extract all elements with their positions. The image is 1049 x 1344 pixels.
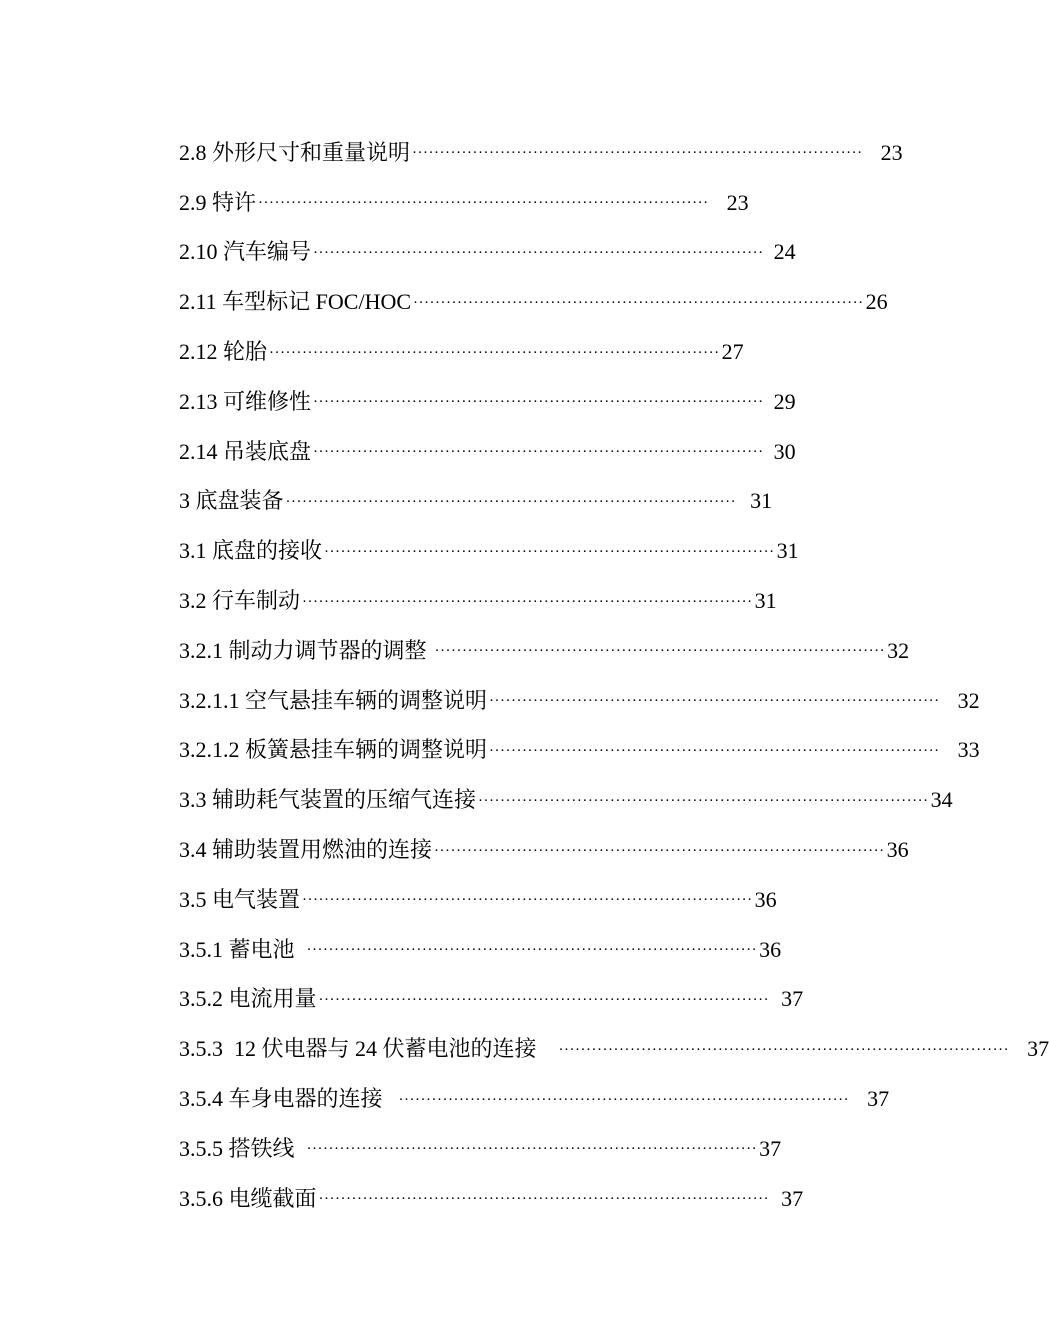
toc-entry[interactable] (179, 1124, 782, 1174)
toc-leader-dots: ·················································································· (489, 693, 940, 710)
toc-entry-page: 36 (754, 886, 777, 912)
toc-leader-dots: ·················································································· (324, 543, 775, 560)
toc-leader-dots: ·················································································· (412, 145, 863, 162)
toc-leader-dots: ·················································································· (398, 1091, 850, 1108)
toc-entry-page: 31 (776, 538, 799, 564)
toc-leader-dots: ·················································································· (313, 394, 764, 411)
toc-entry-page: 26 (865, 289, 888, 315)
toc-leader-dots: ·················································································· (285, 493, 737, 510)
toc-entry-page: 23 (880, 139, 903, 165)
toc-entry-label: 3.5.2 电流用量 (179, 986, 317, 1012)
toc-entry-label: 2.10 汽车编号 (179, 239, 312, 265)
table-of-contents (179, 128, 1049, 1224)
toc-entry-page: 32 (887, 637, 910, 663)
toc-entry-label: 3.2.1.1 空气悬挂车辆的调整说明 (179, 687, 488, 713)
toc-entry-page: 27 (721, 339, 744, 365)
toc-entry[interactable] (179, 377, 796, 427)
toc-entry-page: 37 (781, 986, 804, 1012)
toc-entry-label: 3.2.1.2 板簧悬挂车辆的调整说明 (179, 737, 488, 763)
toc-entry-label: 2.13 可维修性 (179, 388, 312, 414)
toc-entry[interactable] (179, 925, 782, 975)
toc-entry-page: 36 (886, 837, 909, 863)
toc-entry-page: 30 (773, 438, 796, 464)
toc-leader-dots: ·················································································· (318, 1191, 770, 1208)
toc-entry-label: 3.5.3 12 伏电器与 24 伏蓄电池的连接 (179, 1036, 537, 1062)
toc-entry-label: 3.3 辅助耗气装置的压缩气连接 (179, 787, 477, 813)
toc-entry[interactable] (179, 277, 888, 327)
toc-entry-label: 3.5 电气装置 (179, 886, 301, 912)
toc-leader-dots: ·················································································· (302, 593, 753, 610)
toc-entry[interactable] (179, 178, 749, 228)
toc-entry[interactable] (179, 327, 744, 377)
toc-entry-label: 3.2.1 制动力调节器的调整 (179, 637, 427, 663)
toc-entry-page: 24 (773, 239, 796, 265)
toc-entry[interactable] (179, 1174, 804, 1224)
toc-entry-page: 34 (930, 787, 953, 813)
toc-entry-label: 3.1 底盘的接收 (179, 538, 323, 564)
toc-entry-label: 3.5.4 车身电器的连接 (179, 1086, 383, 1112)
toc-entry-page: 37 (867, 1086, 890, 1112)
toc-entry-page: 37 (1027, 1036, 1049, 1062)
toc-entry-page: 32 (957, 687, 980, 713)
toc-entry[interactable] (179, 775, 953, 825)
toc-entry[interactable] (179, 626, 910, 676)
toc-entry[interactable] (179, 875, 777, 925)
toc-entry-page: 31 (754, 588, 777, 614)
toc-leader-dots: ·················································································· (258, 195, 709, 212)
toc-entry[interactable] (179, 825, 909, 875)
toc-entry-label: 3 底盘装备 (179, 488, 284, 514)
toc-entry[interactable] (179, 477, 773, 527)
toc-entry-label: 3.5.1 蓄电池 (179, 936, 295, 962)
toc-entry-page: 36 (759, 936, 782, 962)
toc-entry[interactable] (179, 228, 796, 278)
toc-leader-dots: ·················································································· (434, 842, 885, 859)
toc-entry[interactable] (179, 526, 799, 576)
toc-entry-page: 33 (957, 737, 980, 763)
toc-entry-label: 3.4 辅助装置用燃油的连接 (179, 837, 433, 863)
toc-entry-page: 29 (773, 388, 796, 414)
toc-leader-dots: ·················································································· (318, 991, 770, 1008)
toc-leader-dots: ·················································································· (558, 1041, 1010, 1058)
toc-leader-dots: ·················································································· (313, 444, 764, 461)
toc-entry-label: 3.5.6 电缆截面 (179, 1185, 317, 1211)
toc-entry[interactable] (179, 676, 980, 726)
toc-entry-label: 2.14 吊装底盘 (179, 438, 312, 464)
toc-entry-page: 23 (726, 189, 749, 215)
toc-entry[interactable] (179, 427, 796, 477)
toc-entry[interactable] (179, 726, 980, 776)
toc-leader-dots: ·················································································· (302, 892, 753, 909)
toc-entry-label: 3.2 行车制动 (179, 588, 301, 614)
toc-leader-dots: ·················································································· (306, 1141, 758, 1158)
toc-entry[interactable] (179, 128, 903, 178)
toc-leader-dots: ·················································································· (306, 942, 758, 959)
toc-entry-page: 37 (781, 1185, 804, 1211)
toc-leader-dots: ·················································································· (269, 344, 720, 361)
toc-entry[interactable] (179, 1024, 1049, 1074)
toc-entry-label: 3.5.5 搭铁线 (179, 1135, 295, 1161)
toc-entry-label: 2.8 外形尺寸和重量说明 (179, 139, 411, 165)
toc-leader-dots: ·················································································· (489, 742, 940, 759)
toc-entry[interactable] (179, 1074, 890, 1124)
toc-leader-dots: ·················································································· (413, 294, 864, 311)
toc-entry-label: 2.9 特许 (179, 189, 257, 215)
toc-entry[interactable] (179, 975, 804, 1025)
toc-entry-page: 37 (759, 1135, 782, 1161)
toc-entry-label: 2.12 轮胎 (179, 339, 268, 365)
toc-entry-label: 2.11 车型标记 FOC/HOC (179, 289, 412, 315)
toc-leader-dots: ·················································································· (434, 643, 886, 660)
toc-leader-dots: ·················································································· (313, 244, 764, 261)
toc-entry[interactable] (179, 576, 777, 626)
toc-leader-dots: ·················································································· (478, 792, 929, 809)
toc-entry-page: 31 (750, 488, 773, 514)
